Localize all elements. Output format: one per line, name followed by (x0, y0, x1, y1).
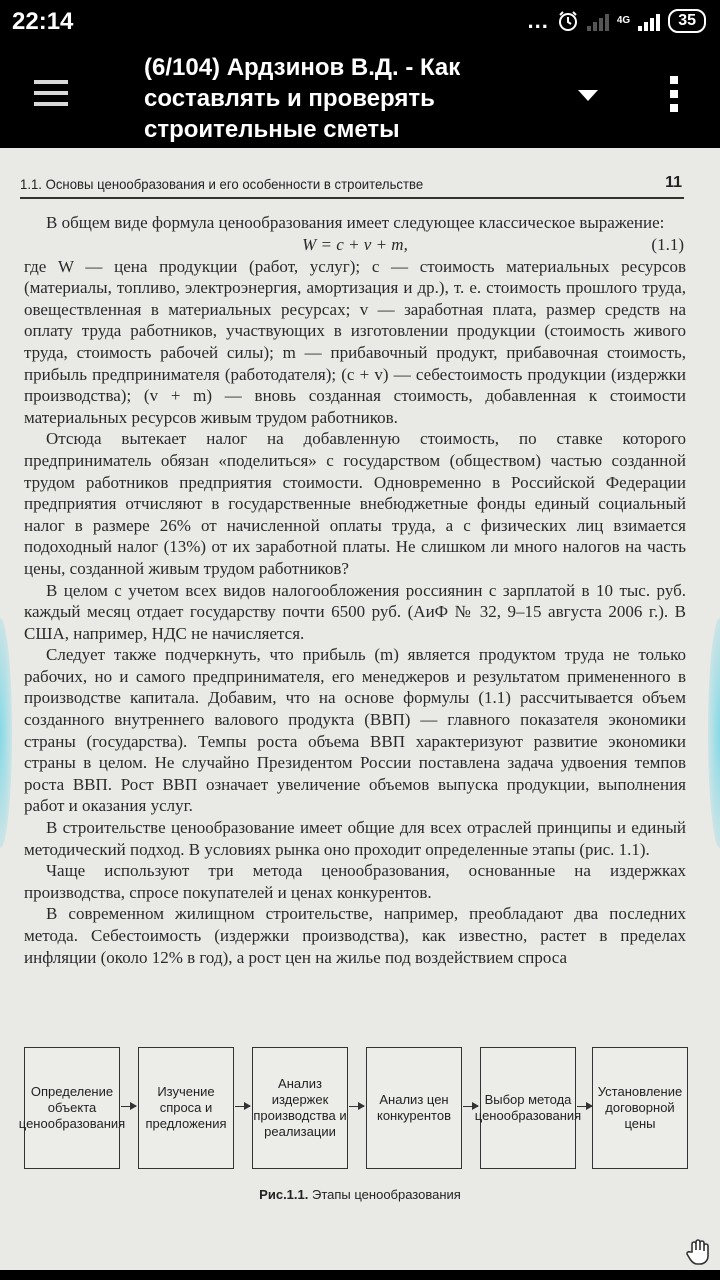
pricing-stages-diagram (18, 1045, 688, 1175)
intro-paragraph: В общем виде формула ценообразования имеет следующее классическое выражение: (46, 213, 665, 232)
diagram-arrow (577, 1106, 592, 1107)
status-bar (0, 0, 720, 44)
signal-strength-sim1-icon (587, 11, 609, 31)
paragraph: где W — цена продукции (работ, услуг); c — стоимость материальных ресурсов (материалы, топливо, электроэнергия, амортизация и др.), т. е. стоимость прошлого труда, овеществленная в материальных ресурсах; v — заработная плата, размер средств на оплату труда работников, участвующих в изготовлении продукции (стоимость живого труда, стоимость рабочей силы); m — прибавочный продукт, прибавочная стоимость, прибыль предпринимателя (работодателя); (c + v) — себестоимость продукции (издержки производства); (v + m) — вновь созданная стоимость, добавленная к стоимости материальных ресурсов живым трудом работников. (24, 256, 686, 427)
diagram-step-box: Выбор метода ценообразования (480, 1047, 576, 1169)
diagram-step-box: Установление договорной цены (592, 1047, 688, 1169)
formula-number: (1.1) (651, 234, 684, 254)
hand-pan-icon[interactable] (686, 1238, 712, 1270)
status-icons (528, 8, 706, 34)
paragraph: Чаще используют три метода ценообразования, основанные на издержках производства, спросе покупателей и ценах конкурентов. (24, 861, 686, 902)
paragraph: В целом с учетом всех видов налогообложения россиянин с зарплатой в 10 тыс. руб. каждый месяц отдает государству почти 6500 руб. (АиФ № 32, 9–15 августа 2006 г.). В США, например, НДС не начисляется. (24, 580, 686, 643)
paragraph: В современном жилищном строительстве, например, преобладают два последних метода. Себестоимость (издержки производства), как известно, растет в пределах инфляции (около 12% в год), а рост цен на жилье под воздействием спроса (24, 904, 686, 967)
network-type: 4G (616, 15, 631, 26)
status-time: 22:14 (12, 8, 74, 35)
diagram-step-box: Анализ издержек производства и реализации (252, 1047, 348, 1169)
diagram-step-box: Изучение спроса и предложения (138, 1047, 234, 1169)
document-title: (6/104) Ардзинов В.Д. - Как составлять и проверять строительные сметы (144, 54, 461, 143)
right-edge-glow (708, 618, 720, 848)
alarm-icon (557, 10, 579, 32)
figure-caption (0, 1187, 720, 1202)
diagram-arrow (121, 1106, 136, 1107)
formula: W = c + v + m, (302, 234, 408, 254)
paragraph: В строительстве ценообразование имеет общие для всех отраслей принципы и единый методический подход. В условиях рынка оно проходит определенные этапы (рис. 1.1). (24, 818, 686, 859)
bottom-strip (0, 1270, 720, 1280)
page-number: 11 (665, 174, 682, 191)
dropdown-arrow-icon[interactable] (578, 90, 598, 101)
left-edge-glow (0, 618, 12, 848)
formula-line (24, 234, 686, 256)
paragraph: Отсюда вытекает налог на добавленную стоимость, по ставке которого предприниматель обязан «поделиться» с государством (обществом) частью созданной трудом работников предприятия стоимости. Одновременно в Российской Федерации предприятия отчисляют в государственные внебюджетные фонды единый социальный налог в размере 26% от начисленной оплаты труда, а с физических лиц взимается подоходный налог (13%) от их заработной платы. Не слишком ли много налогов на часть цены, созданной живым трудом работников? (24, 429, 686, 578)
figure-label: Рис.1.1. (259, 1187, 309, 1202)
section-title: 1.1. Основы ценообразования и его особенности в строительстве (20, 176, 424, 192)
body-text (24, 212, 686, 968)
overflow-menu-icon[interactable] (670, 76, 678, 118)
battery-level: 35 (668, 9, 706, 33)
diagram-step-box: Определение объекта ценообразования (24, 1047, 120, 1169)
document-page[interactable] (0, 148, 720, 1270)
diagram-arrow (349, 1106, 364, 1107)
paragraph: Следует также подчеркнуть, что прибыль (m) является продуктом труда не только рабочих, но и самого предпринимателя, его менеджеров и результатом примененного в производстве капитала. Добавим, что на основе формулы (1.1) рассчитывается объем созданного внутреннего валового продукта (ВВП) — главного показателя экономики страны (государства). Темпы роста объема ВВП характеризуют развитие экономики страны в целом. Не случайно Президентом России поставлена задача удвоения темпов роста ВВП. Рост ВВП означает увеличение объемов выпуска продукции, выполнения работ и оказания услуг. (24, 645, 686, 816)
figure-caption-text: Этапы ценообразования (312, 1187, 461, 1202)
hamburger-menu-icon[interactable] (34, 80, 68, 106)
notification-dots: ... (527, 8, 549, 33)
diagram-arrow (235, 1106, 250, 1107)
signal-strength-sim2-icon (638, 11, 660, 31)
app-bar (0, 44, 720, 148)
diagram-step-box: Анализ цен конкурентов (366, 1047, 462, 1169)
running-header (20, 175, 684, 199)
